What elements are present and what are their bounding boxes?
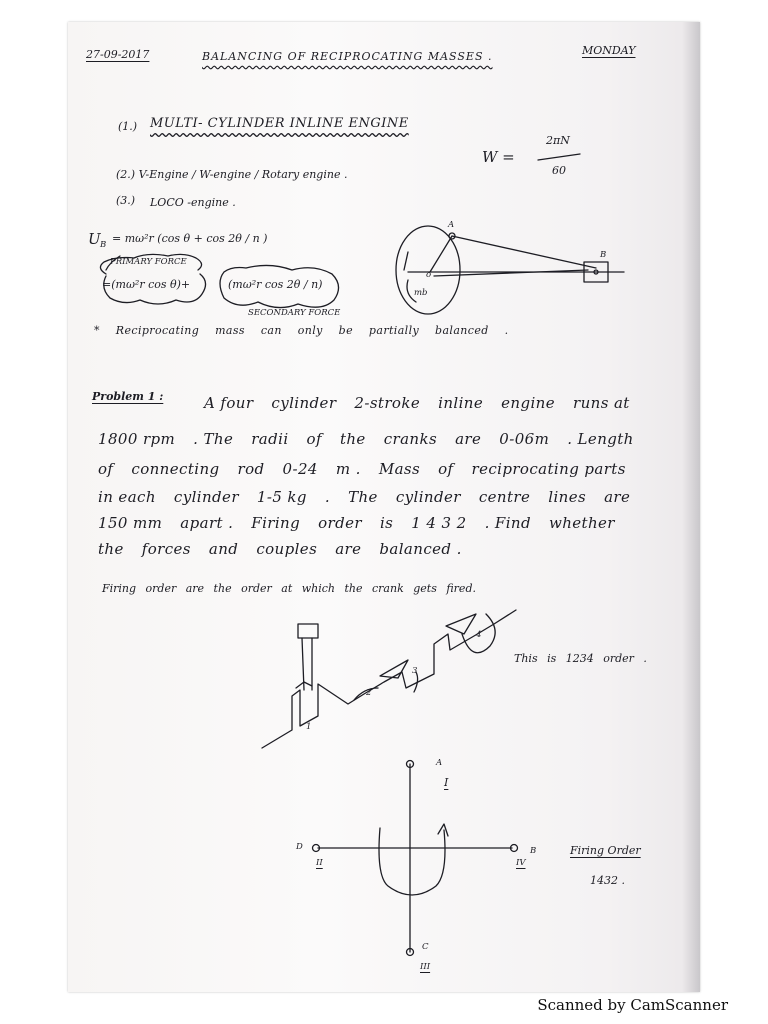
secondary-force-label: SECONDARY FORCE — [248, 308, 341, 318]
crosshead-b: B — [600, 250, 607, 260]
crank-label-1: 1 — [306, 722, 312, 732]
rotation-arrow — [404, 252, 416, 302]
secondary-force-term: (mω²r cos 2θ / n) — [228, 278, 323, 291]
crank-label-2: 2 — [366, 688, 372, 698]
force-equation: = mω²r (cos θ + cos 2θ / n ) — [112, 232, 268, 245]
primary-force-bracket — [100, 254, 201, 274]
list-number-3: (3.) — [116, 194, 136, 207]
problem-line-4: in each cylinder 1-5 kg . The cylinder centre lines are — [98, 488, 631, 506]
scanner-watermark: Scanned by CamScanner — [537, 996, 728, 1014]
crank-arrow-3 — [414, 672, 418, 692]
crank-point-a: A — [448, 220, 455, 230]
problem-label: Problem 1 : — [92, 390, 164, 403]
page-title: BALANCING OF RECIPROCATING MASSES . — [202, 50, 493, 63]
date: 27-09-2017 — [86, 48, 150, 61]
list-number-1: (1.) — [118, 120, 138, 133]
axis-label-iv: IV — [516, 858, 526, 868]
problem-line-3: of connecting rod 0-24 m . Mass of reciprocating parts — [98, 460, 626, 478]
list-item-multi-cylinder: MULTI- CYLINDER INLINE ENGINE — [150, 116, 409, 131]
omega-equation-lhs: W = — [482, 148, 515, 166]
firing-rotation-path — [379, 828, 445, 895]
crank-centre-o: o — [426, 270, 432, 280]
crank-label-3: 3 — [412, 666, 418, 676]
crank-label-4: 4 — [476, 630, 482, 640]
piston — [298, 624, 318, 638]
primary-force-arrow — [106, 256, 120, 270]
crank-4-wing — [446, 614, 476, 634]
axis-label-a: A — [436, 758, 443, 768]
list-item-loco: LOCO -engine . — [150, 196, 236, 209]
secondary-force-cloud — [220, 265, 339, 307]
axis-label-iii: III — [420, 962, 431, 972]
list-item-v-engine: (2.) V-Engine / W-engine / Rotary engine . — [116, 168, 348, 181]
problem-line-6: the forces and couples are balanced . — [98, 540, 462, 558]
order-note: This is 1234 order . — [514, 652, 647, 665]
omega-equation-numerator: 2πN — [546, 134, 570, 147]
day-label: MONDAY — [582, 44, 636, 57]
axis-label-ii: II — [316, 858, 323, 868]
sketches — [68, 22, 700, 992]
axis-label-c: C — [422, 942, 429, 952]
notebook-page — [68, 22, 700, 992]
firing-order-note: Firing order are the order at which the crank gets fired. — [102, 582, 476, 595]
crank-arm — [430, 236, 452, 272]
crankshaft — [262, 610, 516, 748]
axis-label-i: I — [444, 776, 449, 789]
crank-3-wing — [380, 660, 408, 678]
firing-order-label: Firing Order — [570, 844, 641, 857]
connecting-rod-lower — [434, 270, 588, 276]
primary-force-label: PRIMARY FORCE — [110, 257, 187, 267]
axis-label-d: D — [296, 842, 303, 852]
axis-label-b: B — [530, 846, 537, 856]
connecting-rod — [452, 236, 596, 268]
force-symbol: U — [88, 230, 101, 248]
firing-order-value: 1432 . — [590, 874, 625, 887]
primary-force-cloud — [104, 274, 206, 304]
problem-line-5: 150 mm apart . Firing order is 1 4 3 2 . Find whether — [98, 514, 615, 532]
problem-line-2: 1800 rpm . The radii of the cranks are 0-06m . Length — [98, 430, 634, 448]
partial-balance-note: * Reciprocating mass can only be partially balanced . — [94, 324, 509, 337]
crank-mass-mb: mb — [414, 288, 428, 298]
problem-line-1: A four cylinder 2-stroke inline engine runs at — [204, 394, 630, 412]
force-subscript: B — [100, 240, 107, 250]
primary-force-term: =(mω²r cos θ)+ — [102, 278, 191, 291]
firing-rotation-arrowhead — [438, 824, 448, 836]
omega-equation-denominator: 60 — [552, 164, 566, 177]
omega-fraction-bar — [538, 154, 580, 160]
